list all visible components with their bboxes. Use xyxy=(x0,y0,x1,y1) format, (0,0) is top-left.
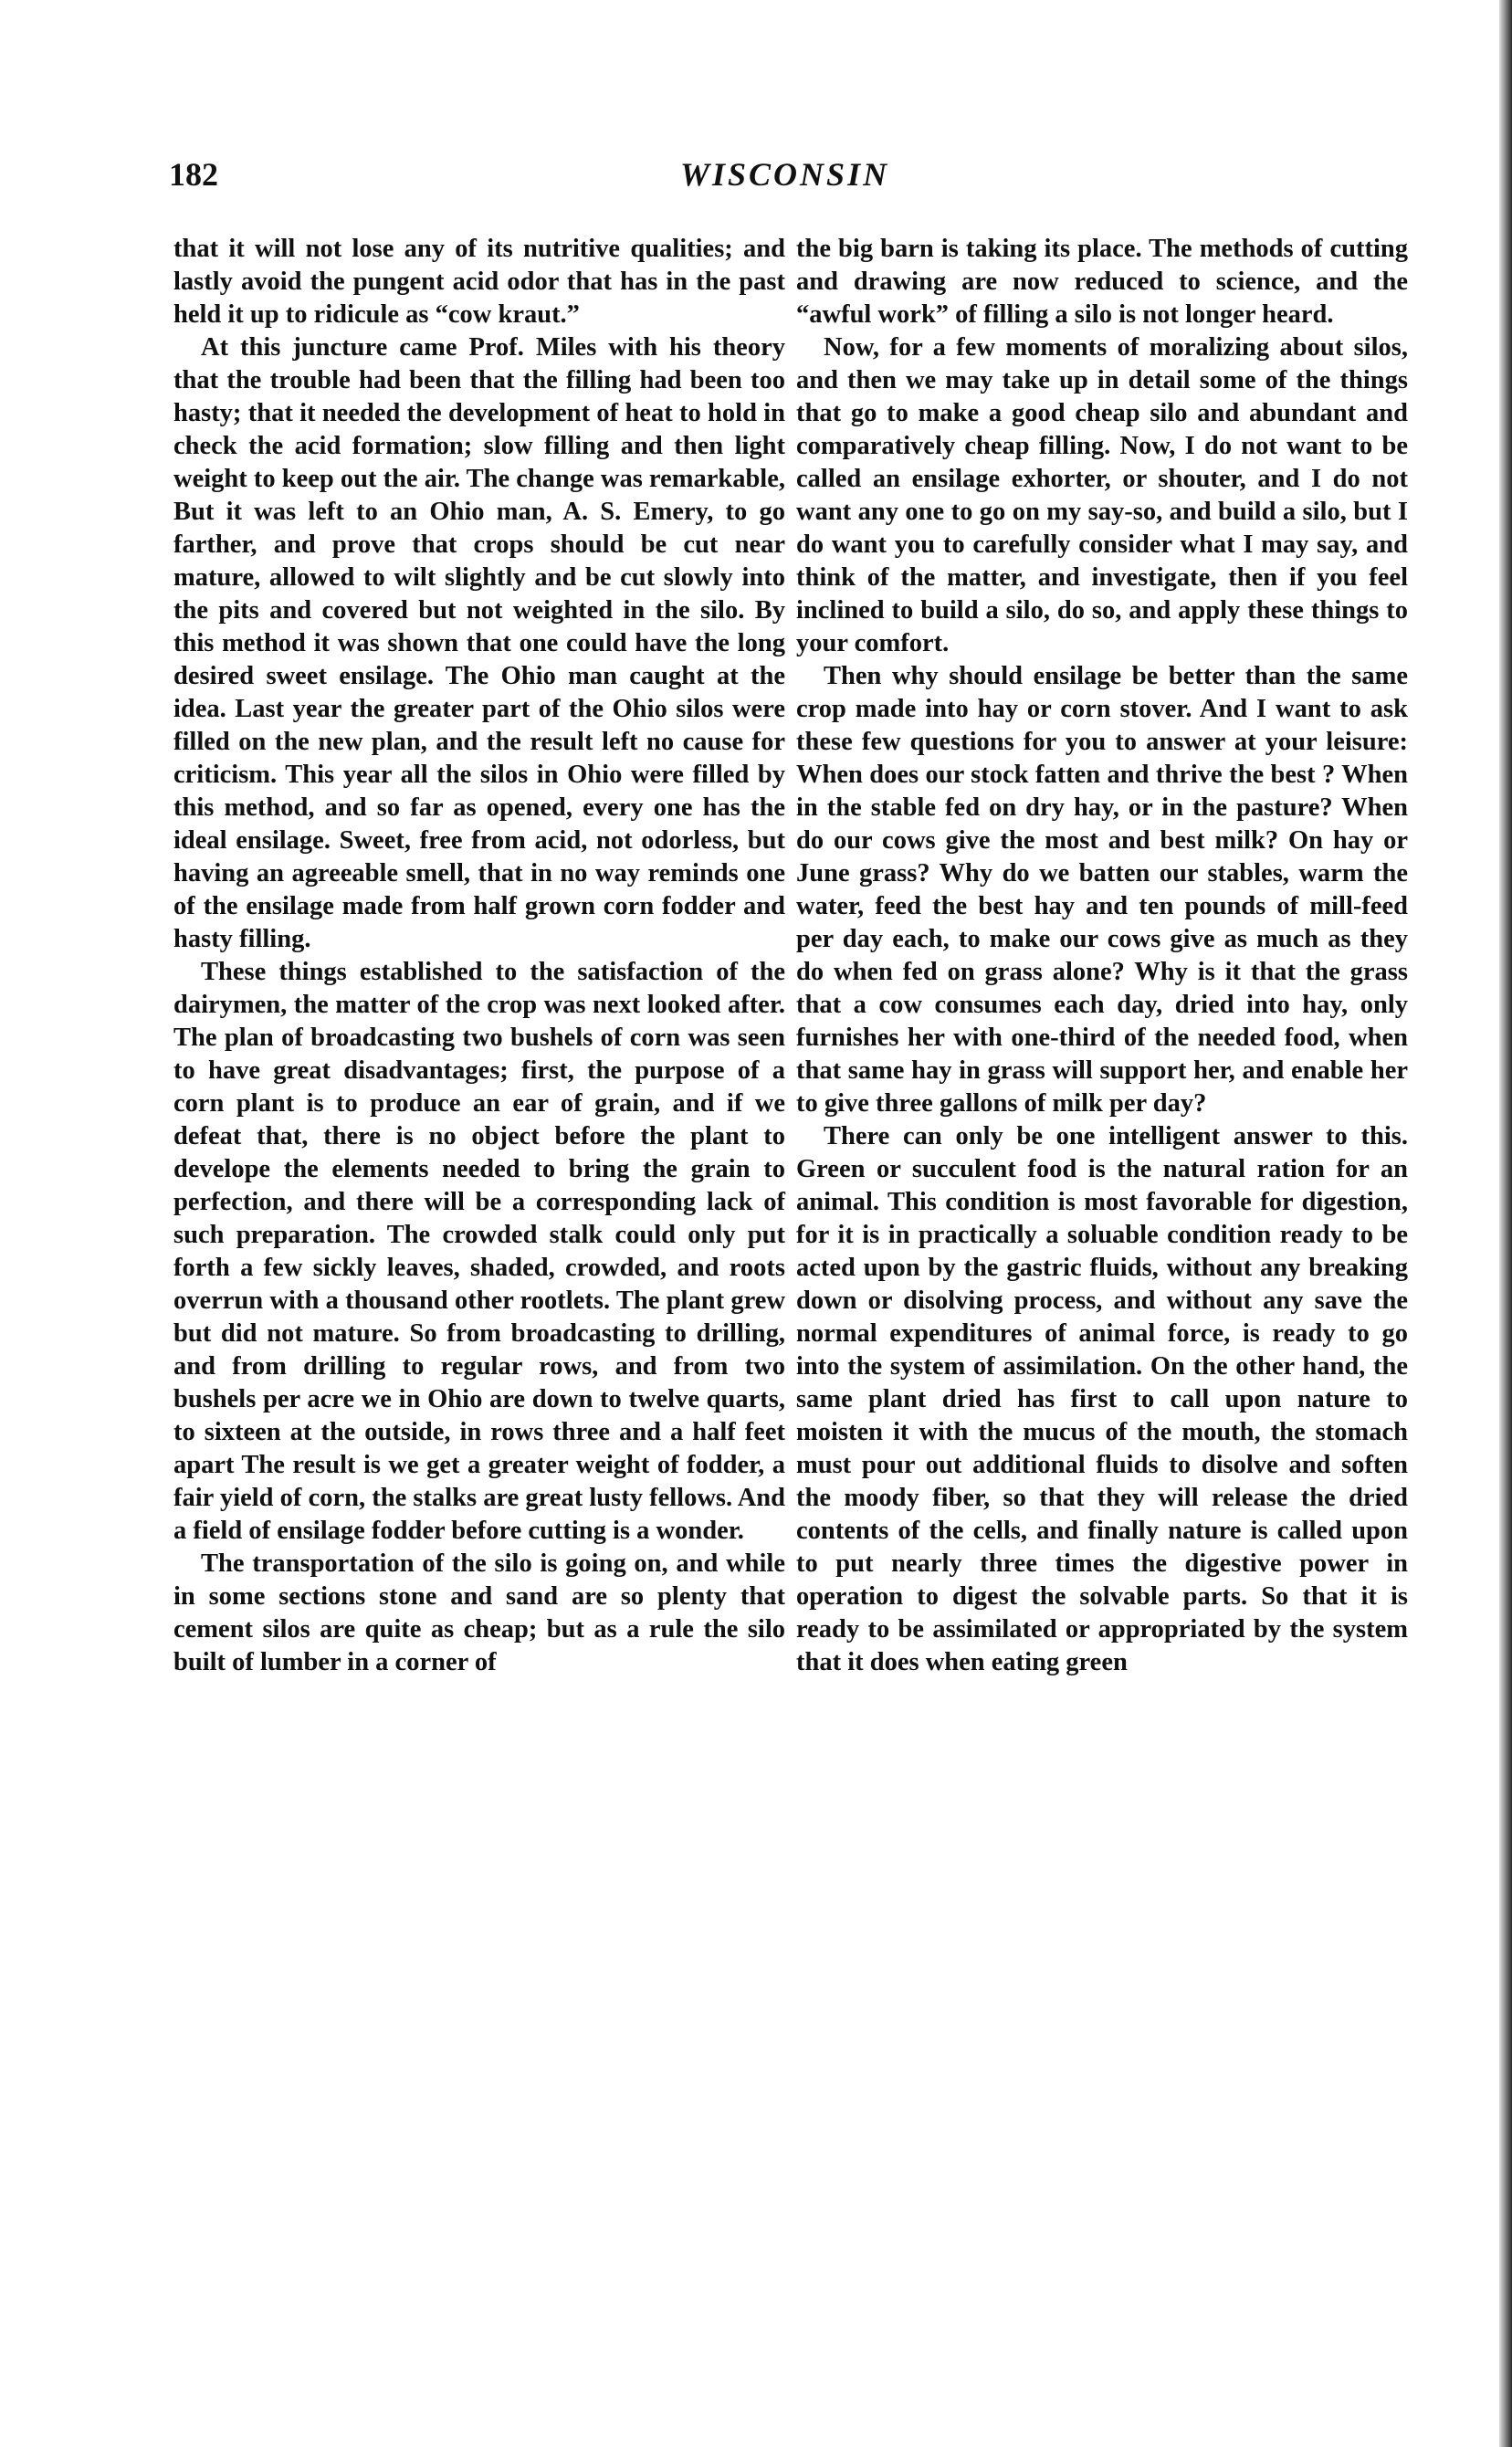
paragraph: At this juncture came Prof. Miles with his theory that the trouble had been that the filling had been too hasty; that it needed the development of heat to hold in check the acid formation; slow filling and then light weight to keep out the air. The change was remarkable, But it was left to an Ohio man, A. S. Emery, to go farther, and prove that crops should be cut near mature, allowed to wilt slightly and be cut slowly into the pits and covered but not weighted in the silo. By this method it was shown that one could have the long desired sweet ensilage. The Ohio man caught at the idea. Last year the greater part of the Ohio silos were filled on the new plan, and the result left no cause for criticism. This year all the silos in Ohio were filled by this method, and so far as opened, every one has the ideal ensilage. Sweet, free from acid, not odorless, but having an agreeable smell, that in no way reminds one of the ensilage made from half grown corn fodder and hasty filling. xyxy=(173,333,786,953)
right-column xyxy=(796,233,1408,1679)
paragraph: Then why should ensilage be better than the same crop made into hay or corn stover. And I want to ask these few questions for you to answer at your leisure: When does our stock fatten and thrive the best ? When in the stable fed on dry hay, or in the pasture? When do our cows give the most and best milk? On hay or June grass? Why do we batten our stables, warm the water, feed the best hay and ten pounds of mill-feed per day each, to make our cows give as much as they do when fed on grass alone? Why is it that the grass that a cow consumes each day, dried into hay, only furnishes her with one-third of the needed food, when that same hay in grass will support her, and enable her to give three gallons of milk per day? xyxy=(796,662,1408,1118)
paragraph: the big barn is taking its place. The methods of cutting and drawing are now reduced to science, and the “awful work” of filling a silo is not longer heard. xyxy=(796,235,1408,329)
page-number: 182 xyxy=(169,156,218,193)
paragraph: Now, for a few moments of moralizing about silos, and then we may take up in detail some of the things that go to make a good cheap silo and abundant and comparatively cheap filling. Now, I do not want to be called an ensilage exhorter, or shouter, and I do not want any one to go on my say-so, and build a silo, but I do want you to carefully consider what I may say, and think of the matter, and investigate, then if you feel inclined to build a silo, do so, and apply these things to your comfort. xyxy=(796,333,1408,657)
page-edge-shadow xyxy=(1499,0,1512,2447)
page-header xyxy=(169,155,1402,201)
left-column xyxy=(173,233,785,1679)
paragraph: There can only be one intelligent answer to this. Green or succulent food is the natural ration for an animal. This condition is most favorable for digestion, for it is in practically a soluable condition ready to be acted upon by the gastric fluids, without any breaking down or disolving process, and without any save the normal expenditures of animal force, is ready to go into the system of assimilation. On the other hand, the same plant dried has first to call upon nature to moisten it with the mucus of the mouth, the stomach must pour out additional fluids to disolve and soften the moody fiber, so that they will release the dried contents of the cells, and finally nature is called upon to put nearly three times the digestive power in operation to digest the solvable parts. So that it is ready to be assimilated or appropriated by the system that it does when eating green xyxy=(796,1122,1408,1676)
paragraph: These things established to the satisfaction of the dairymen, the matter of the crop was next looked after. The plan of broadcasting two bushels of corn was seen to have great disadvantages; first, the purpose of a corn plant is to produce an ear of grain, and if we defeat that, there is no object before the plant to develope the elements needed to bring the grain to perfection, and there will be a corresponding lack of such preparation. The crowded stalk could only put forth a few sickly leaves, shaded, crowded, and roots overrun with a thousand other rootlets. The plant grew but did not mature. So from broadcasting to drilling, and from drilling to regular rows, and from two bushels per acre we in Ohio are down to twelve quarts, to sixteen at the outside, in rows three and a half feet apart The result is we get a greater weight of fodder, a fair yield of corn, the stalks are great lusty fellows. And a field of ensilage fodder before cutting is a wonder. xyxy=(173,958,785,1545)
paragraph: that it will not lose any of its nutritive qualities; and lastly avoid the pungent acid odor that has in the past held it up to ridicule as “cow kraut.” xyxy=(173,235,785,329)
paragraph: The transportation of the silo is going on, and while in some sections stone and sand are so plenty that cement silos are quite as cheap; but as a rule the silo built of lumber in a corner of xyxy=(173,1549,785,1676)
running-title: WISCONSIN xyxy=(680,156,890,193)
